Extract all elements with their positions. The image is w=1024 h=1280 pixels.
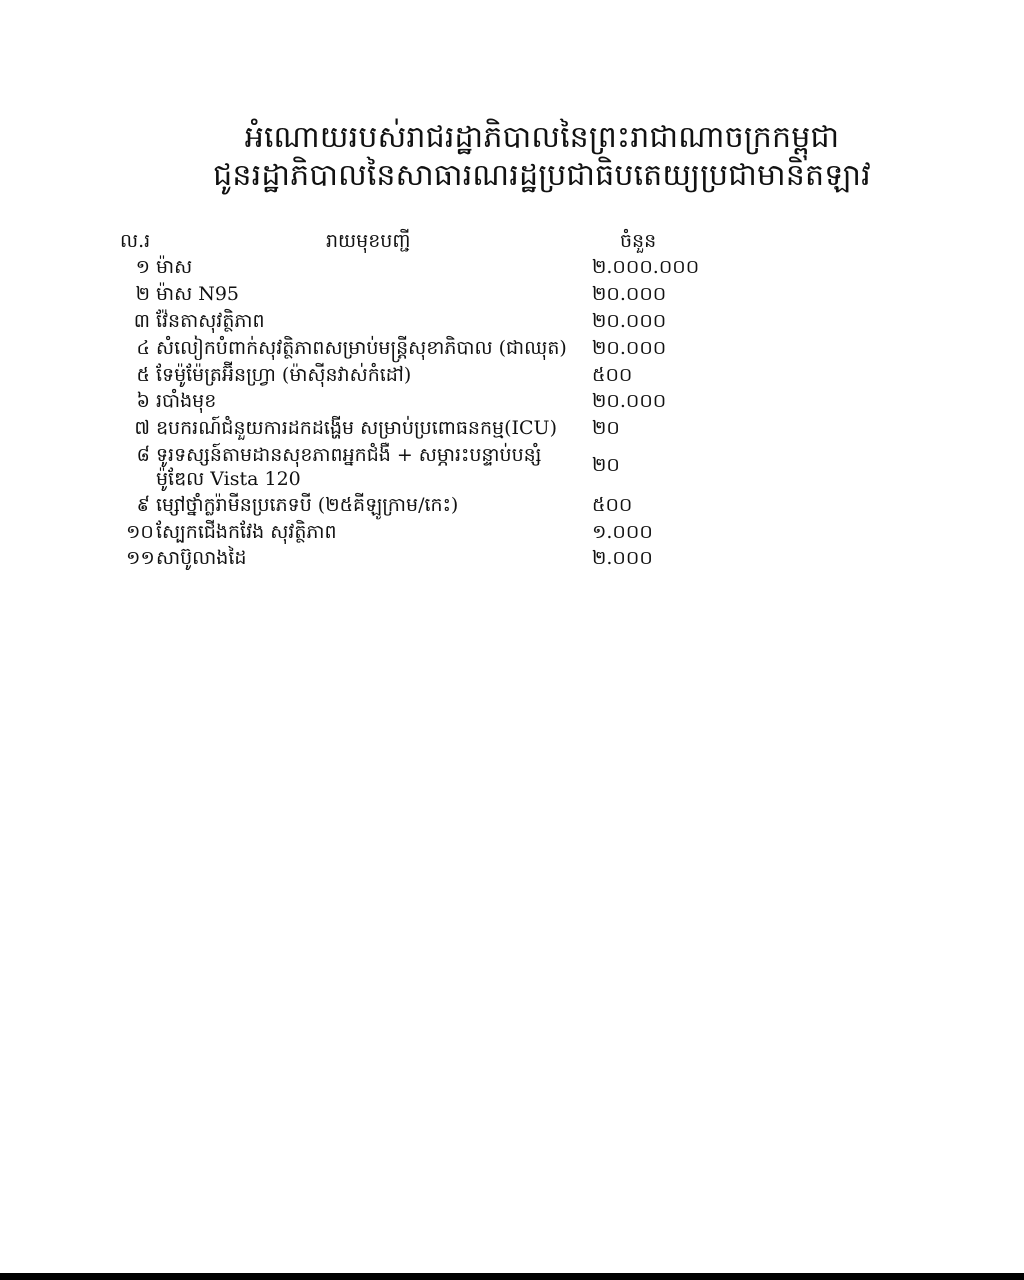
- row-number: ២: [135, 283, 150, 305]
- row-number: ៥: [136, 364, 150, 386]
- row-number: ៩: [136, 494, 150, 516]
- row-description: វ៉ែនតាសុវត្ថិភាព: [156, 310, 265, 332]
- row-number: ៤: [136, 337, 150, 359]
- row-quantity: ៥០០: [592, 494, 633, 516]
- row-quantity: ១.០០០: [592, 521, 653, 543]
- row-description: [156, 443, 586, 491]
- header-quantity: ចំនួន: [620, 230, 657, 252]
- row-description: ម៉ាស: [156, 256, 193, 278]
- row-description-line-2: ម៉ូឌែល Vista 120: [156, 468, 301, 490]
- row-description-line-1: ទូរទស្សន៍តាមដានសុខភាពអ្នកជំងឺ + សម្ភារះបន្ទាប់បន្សំ: [156, 444, 542, 466]
- row-description: ម្សៅថ្នាំក្លរ៉ាមីនប្រភេទបី (២៥គីឡូក្រាម/កេះ): [156, 494, 459, 516]
- row-quantity: ២០.០០០: [592, 337, 667, 359]
- row-number: ៦: [136, 390, 150, 412]
- row-number: ៧: [134, 417, 150, 439]
- row-description: សាប៊ូលាងដៃ: [156, 547, 247, 569]
- row-quantity: ២.០០០.០០០: [592, 256, 700, 278]
- row-description: ទែម៉ូម៉ែត្រអ៊ីនហ្វ្រា (ម៉ាស៊ីនវាស់កំដៅ): [156, 364, 412, 386]
- header-number: ល.រ: [120, 230, 151, 252]
- row-description: របាំងមុខ: [156, 390, 217, 412]
- row-number: ១: [135, 256, 150, 278]
- document-title-line-1: អំណោយរបស់រាជរដ្ឋាភិបាលនៃព្រះរាជាណាចក្រកម្ពុជា: [244, 120, 840, 155]
- row-number: ៣: [133, 310, 150, 332]
- row-quantity: ២០: [592, 454, 620, 476]
- row-number: ៨: [136, 444, 150, 466]
- row-quantity: ៥០០: [592, 364, 633, 386]
- row-quantity: ២០: [592, 417, 620, 439]
- row-number: ១១: [126, 547, 155, 569]
- row-quantity: ២០.០០០: [592, 283, 667, 305]
- row-description: ម៉ាស N95: [156, 283, 240, 305]
- row-number: ១០: [126, 521, 154, 543]
- row-quantity: ២.០០០: [592, 547, 653, 569]
- row-quantity: ២០.០០០: [592, 390, 667, 412]
- header-description: រាយមុខបញ្ជី: [326, 230, 411, 252]
- row-description: ឧបករណ៍ជំនួយការដកដង្ហើម សម្រាប់ប្រពោធនកម្ម(ICU): [156, 417, 557, 439]
- row-description: សំលៀកបំពាក់សុវត្ថិភាពសម្រាប់មន្ត្រីសុខាភិបាល (ជាឈុត): [156, 337, 567, 359]
- row-description: ស្បែកជើងកវែង សុវត្ថិភាព: [156, 521, 337, 543]
- row-quantity: ២០.០០០: [592, 310, 667, 332]
- document-title-line-2: ជូនរដ្ឋាភិបាលនៃសាធារណរដ្ឋប្រជាធិបតេយ្យប្រជាមានិតឡាវ: [213, 158, 871, 193]
